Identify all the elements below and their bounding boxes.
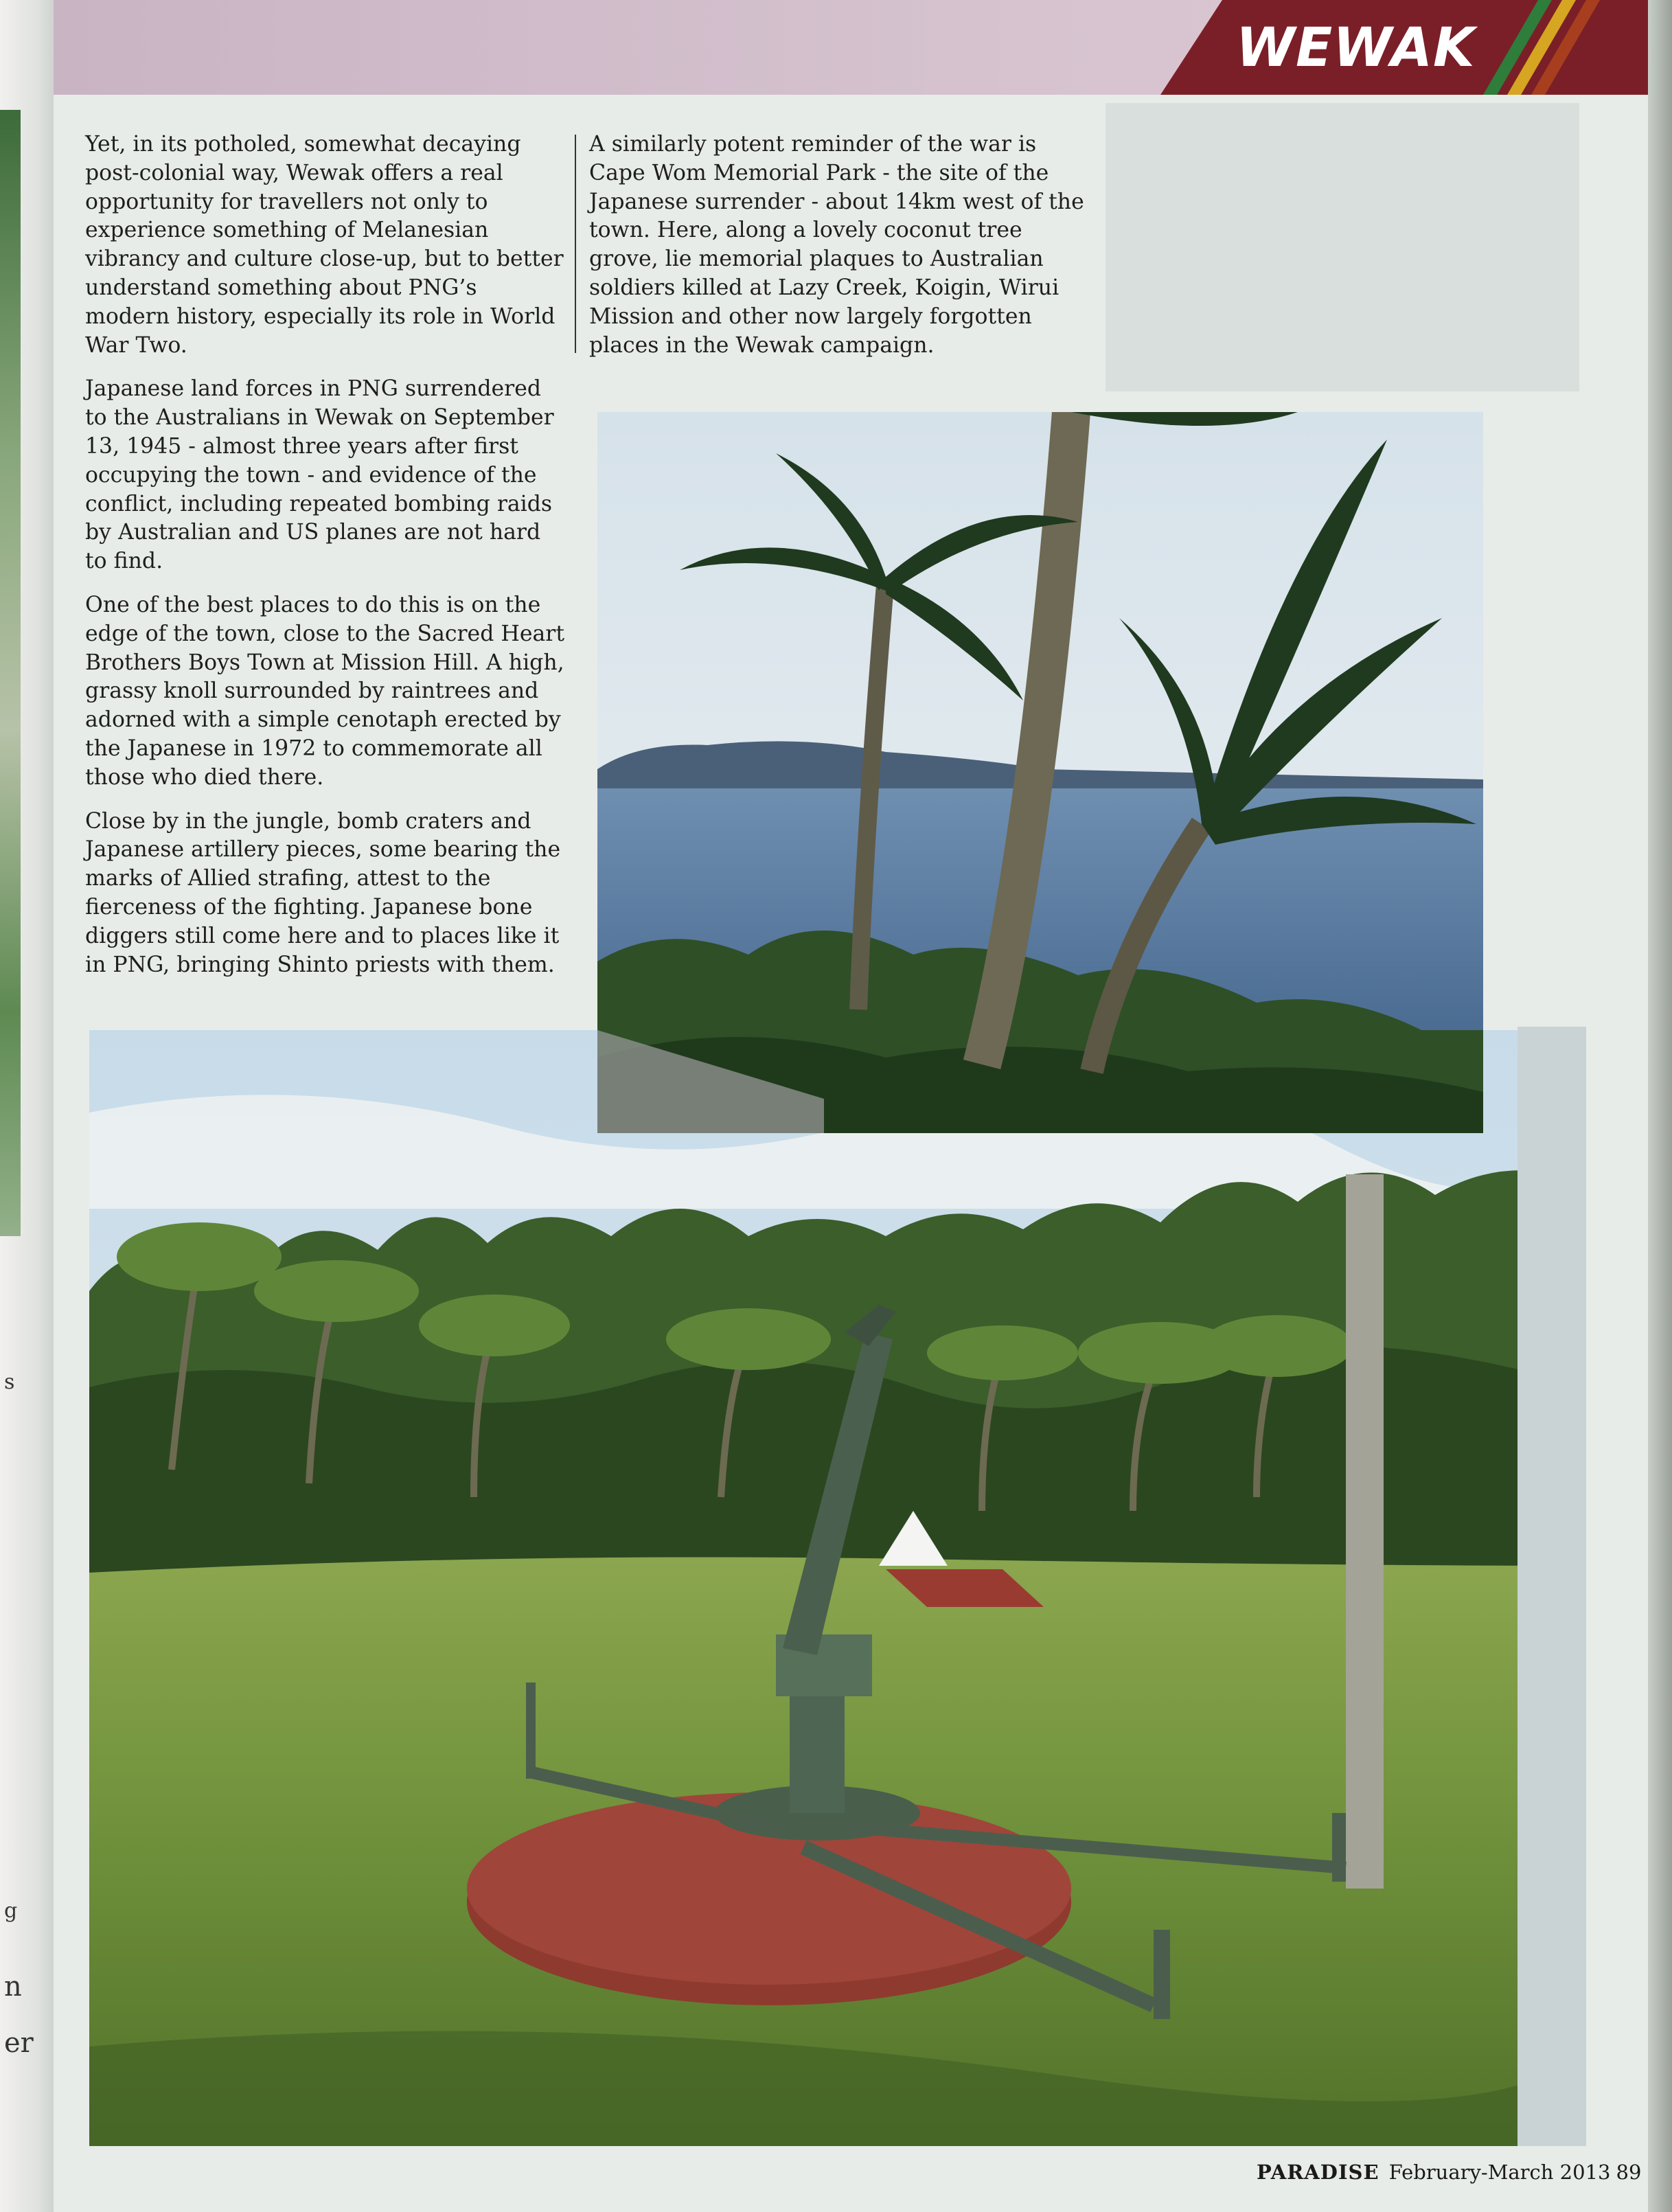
coastline-palms-photo [597, 412, 1483, 1133]
adjacent-page-letter: n [4, 1971, 22, 2003]
article-left-column [85, 130, 566, 994]
page-edge-shadow [1648, 0, 1672, 2212]
header-stripes [1456, 0, 1621, 95]
paragraph: Yet, in its potholed, somewhat decaying post-colonial way, Wewak offers a real opportunity for travellers not only to experience something of Melanesian vibrancy and culture close-up, but to better understand something about PNG’s modern history, especially its role in World War Two. [85, 132, 564, 358]
adjacent-page-letter: er [4, 2027, 34, 2059]
artillery-gun-photo [89, 1030, 1586, 2146]
adjacent-page-edge [0, 0, 54, 2212]
issue-date: February-March 2013 [1388, 2160, 1611, 2184]
adjacent-page-photo-sliver [0, 110, 21, 1236]
faded-background-panel [1106, 103, 1579, 391]
adjacent-page-letter: g [4, 1899, 18, 1923]
paragraph: A similarly potent reminder of the war is Cape Wom Memorial Park - the site of the Japanese surrender - about 14km west of the town. Here, along a lovely coconut tree grove, lie memorial plaques to Australian soldiers killed at Lazy Creek, Koigin, Wirui Mission and other now largely forgotten places in the Wewak campaign. [589, 132, 1084, 358]
paragraph: Close by in the jungle, bomb craters and Japanese artillery pieces, some bearing the marks of Allied strafing, attest to the fierceness of the fighting. Japanese bone diggers still come here and to places like it in PNG, bringing Shinto priests with them. [85, 808, 561, 977]
adjacent-photo-edge [1518, 1027, 1586, 2146]
column-divider [575, 135, 576, 353]
page-footer [1257, 2155, 1642, 2189]
adjacent-page-letter: s [4, 1370, 15, 1394]
section-title: WEWAK [1236, 17, 1476, 79]
article-right-column [589, 130, 1097, 375]
magazine-name: PARADISE [1257, 2160, 1379, 2184]
paragraph: Japanese land forces in PNG surrendered to the Australians in Wewak on September 13, 1945 - almost three years after first occupying the town - and evidence of the conflict, including repeated bombing raids by Australian and US planes are not hard to find. [85, 376, 554, 574]
paragraph: One of the best places to do this is on the edge of the town, close to the Sacred Heart Brothers Boys Town at Mission Hill. A high, grassy knoll surrounded by raintrees and adorned with a simple cenotaph erected by the Japanese in 1972 to commemorate all those who died there. [85, 592, 564, 790]
page-number: 89 [1616, 2160, 1642, 2184]
